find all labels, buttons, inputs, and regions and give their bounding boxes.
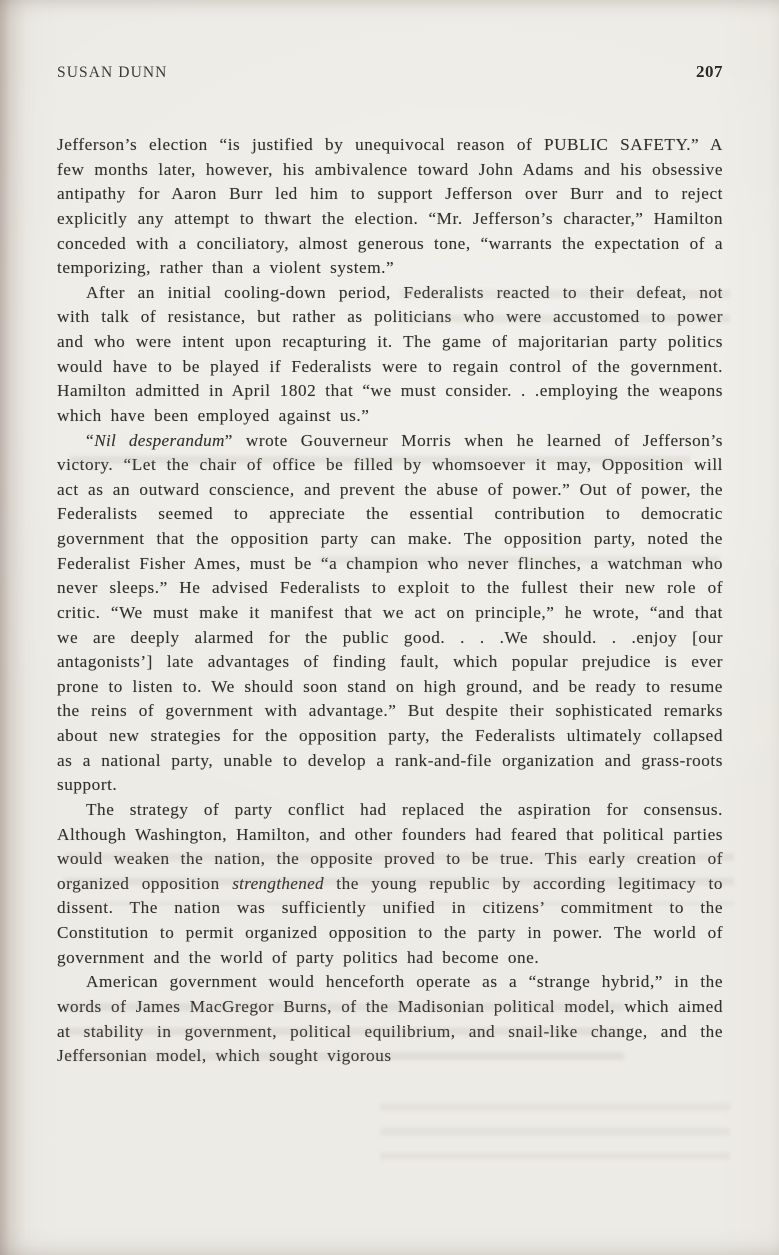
text-run: ” wrote Gouverneur Morris when he learned of Jefferson’s victory. “Let the chair of office be filled by whomsoever it may, Opposition will act as an outward conscience, and prevent the abuse of power.” Out of power, the Federalists seemed to appreciate the essential contribution to democratic government that the opposition party can make. The opposition party, noted the Federalist Fisher Ames, must be “a champion who never flinches, a watchman who never sleeps.” He advised Federalists to exploit to the fullest their new role of critic. “We must make it manifest that we act on principle,” he wrote, “and that we are deeply alarmed for the public good. . . .We should. . .enjoy [our antagonists’] late advantages of finding fault, which popular prejudice is ever prone to listen to. We should soon stand on high ground, and be ready to resume the reins of government with advantage.” But despite their sophisticated remarks about new strategies for the opposition party, the Federalists ultimately collapsed as a national party, unable to develop a rank-and-file organization and grass-roots support. [57, 430, 724, 795]
text-run: Jefferson’s election “is justified by unequivocal reason of PUBLIC SAFETY.” A few months later, however, his ambivalence toward John Adams and his obsessive antipathy for Aaron Burr led him to support Jefferson over Burr and to reject explicitly any attempt to thwart the election. “Mr. Jefferson’s character,” Hamilton conceded with a conciliatory, almost generous tone, “warrants the expectation of a temporizing, rather than a violent system.” [57, 135, 723, 278]
paragraph [57, 133, 723, 281]
paragraph [57, 970, 723, 1069]
text-run: the young republic by according legitimacy to dissent. The nation was sufficiently unified in citizens’ commitment to the Constitution to permit organized opposition to the party in power. The world of government and the world of party politics had become one. [57, 873, 723, 967]
text-run: The strategy of party conflict had replaced the aspiration for consensus. Although Washington, Hamilton, and other founders had feared that political parties would weaken the nation, the opposite proved to be true. This early creation of organized opposition [57, 799, 723, 893]
running-head-author: SUSAN DUNN [57, 64, 168, 81]
text-run: After an initial cooling-down period, Federalists reacted to their defeat, not with talk of resistance, but rather as politicians who were accustomed to power and who were intent upon recapturing it. The game of majoritarian party politics would have to be played if Federalists were to regain control of the government. Hamilton admitted in April 1802 that “we must consider. . .employing the weapons which have been employed against us.” [57, 282, 723, 425]
bleedthrough-artifact [380, 1095, 730, 1165]
text-run: “ [86, 430, 95, 450]
body-text [57, 133, 723, 1069]
paragraph [57, 429, 723, 798]
page-number: 207 [696, 62, 723, 81]
paragraph [57, 281, 723, 429]
running-head [57, 62, 723, 82]
italic-text-run: Nil desperandum [94, 430, 225, 450]
text-run: American government would henceforth operate as a “strange hybrid,” in the words of James MacGregor Burns, of the Madisonian political model, which aimed at stability in government, political equilibrium, and snail-like change, and the Jeffersonian model, which sought vigorous [57, 972, 723, 1066]
italic-text-run: strengthened [232, 873, 324, 893]
paragraph [57, 798, 723, 970]
